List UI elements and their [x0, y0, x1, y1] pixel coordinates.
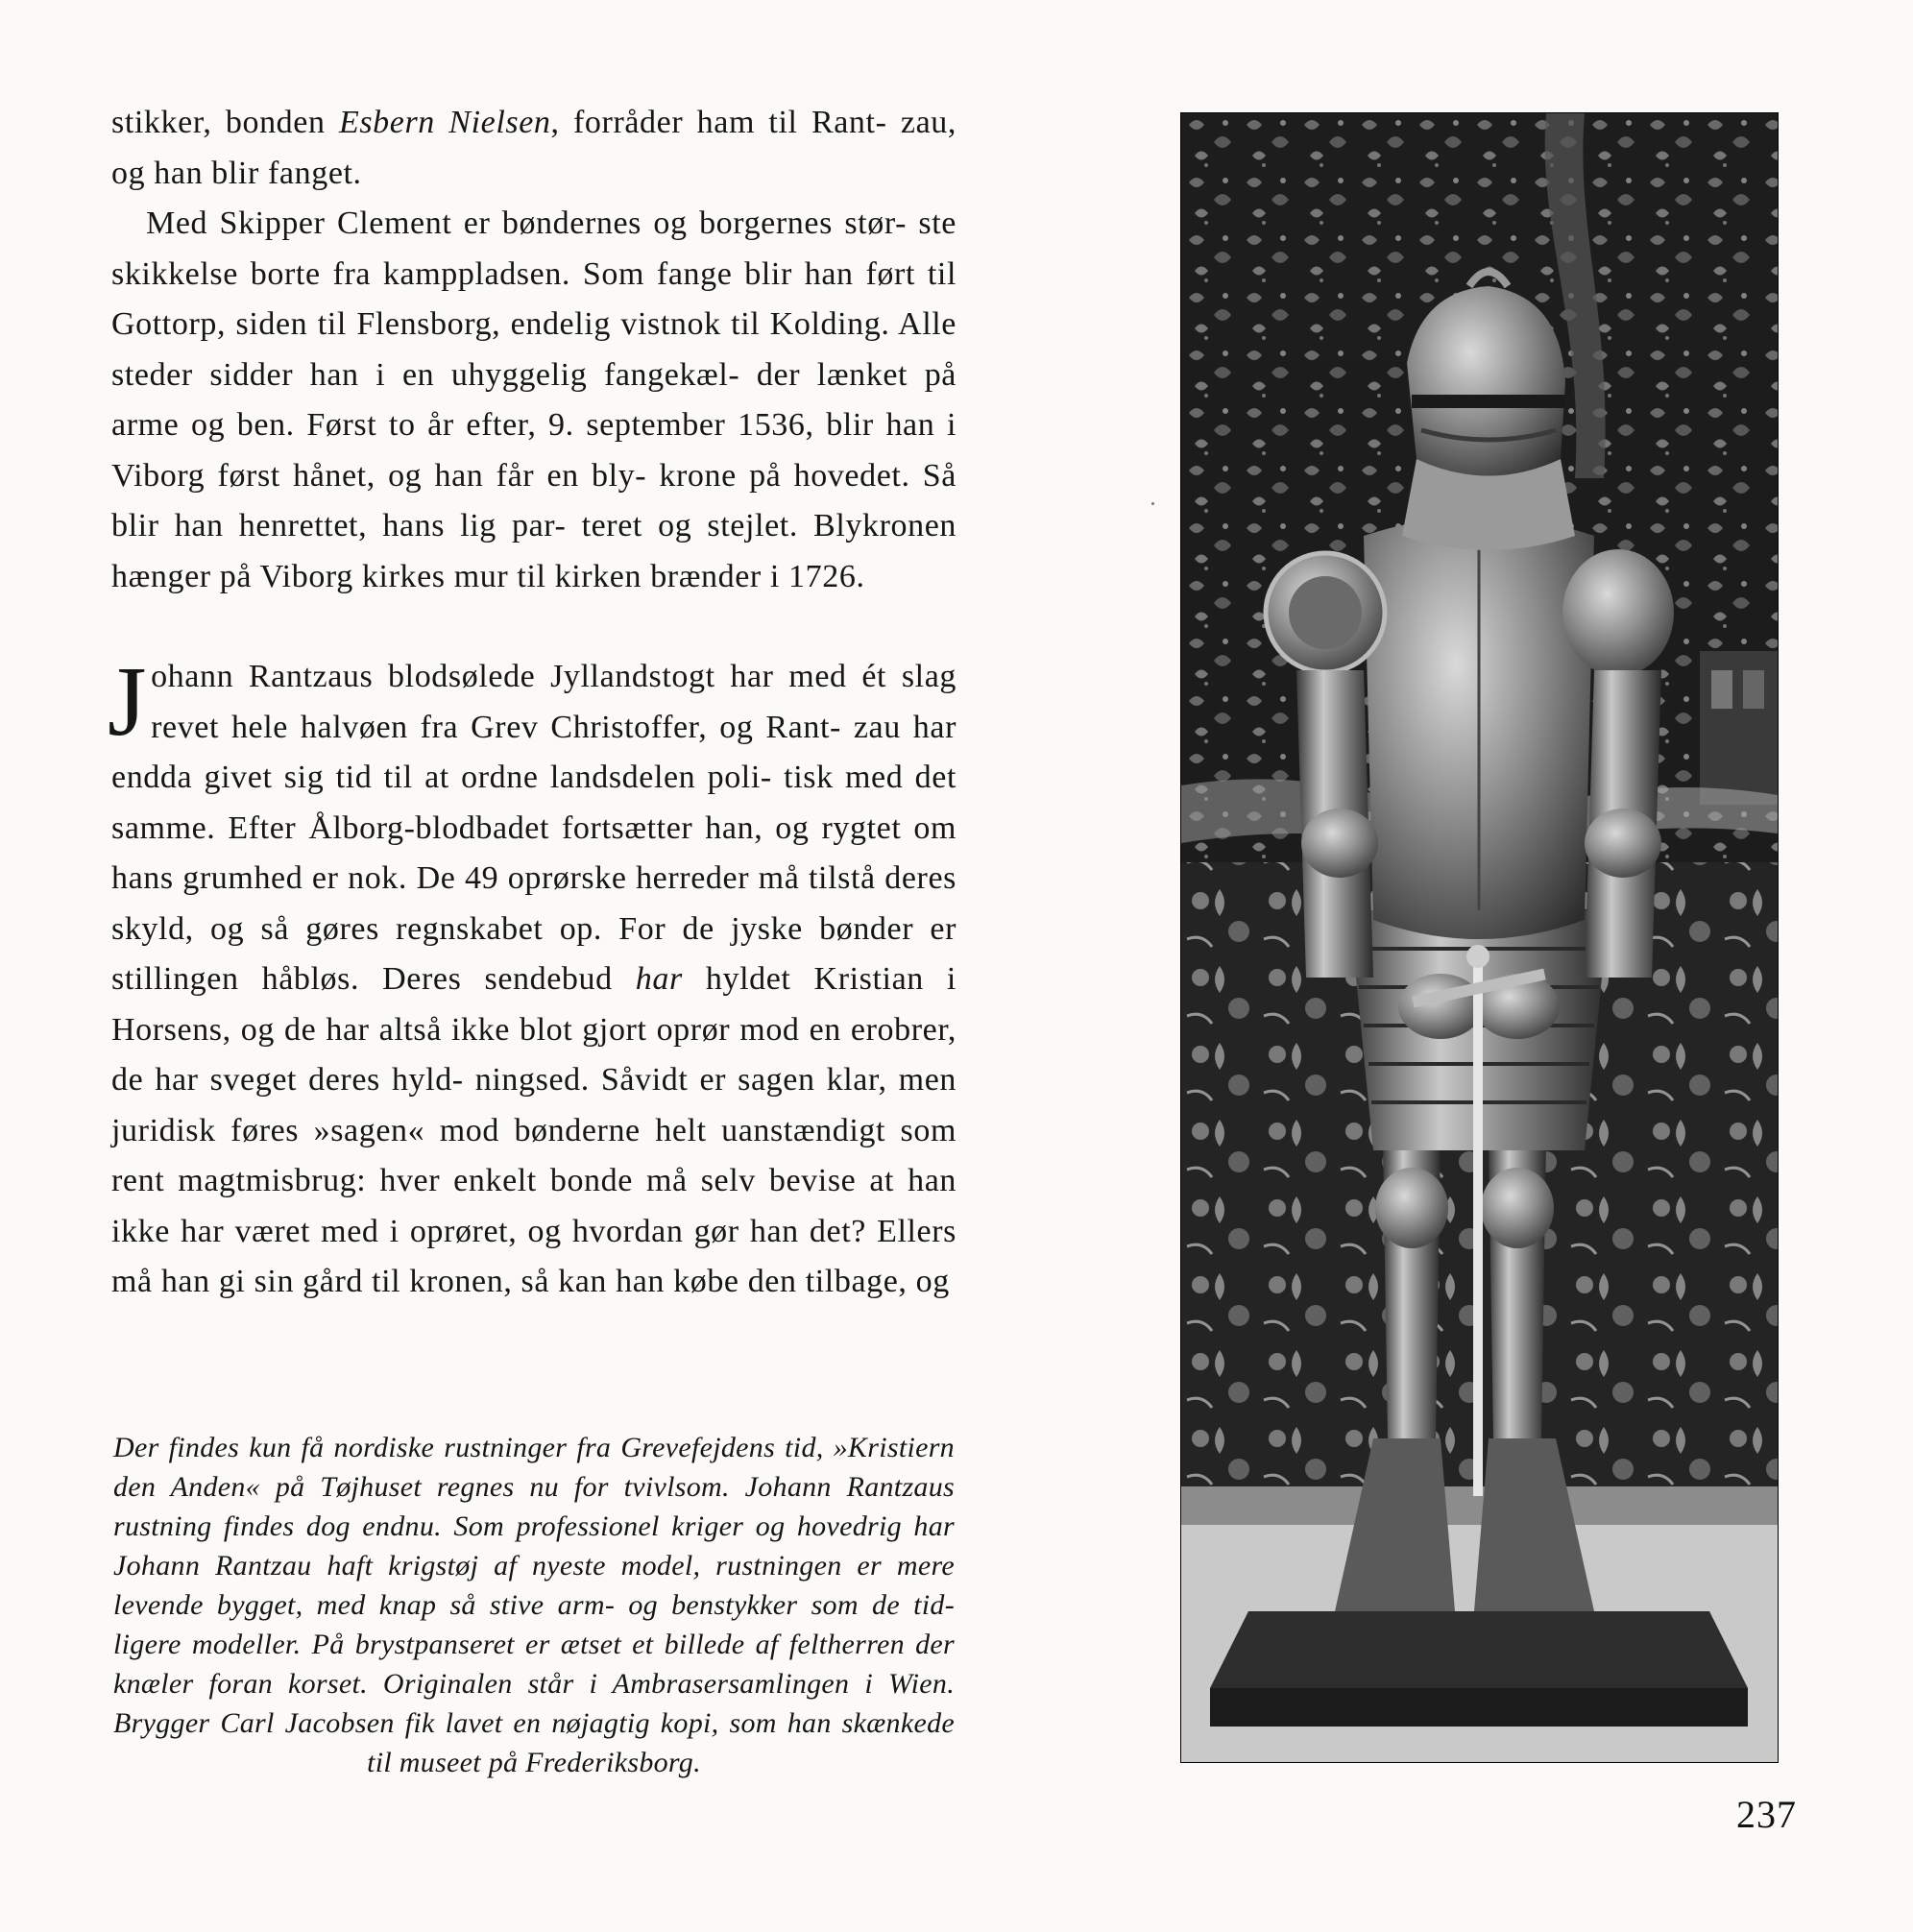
paragraph-1 — [111, 98, 956, 199]
paragraph-1-start: stikker, bonden — [111, 105, 339, 140]
paragraph-2: Med Skipper Clement er bøndernes og borgernes stør- ste skikkelse borte fra kamppladsen. Som fange blir han ført til Gottorp, siden til Flensborg, endelig vistnok til Kolding. Alle steder sidder han i en uhyggelig fangekæl- der lænket på arme og ben. Først to år efter, 9. september 1536, blir han i Viborg først hånet, og han får en bly- krone på hovedet. Så blir han henrettet, hans lig par- teret og stejlet. Blykronen hænger på Viborg kirkes mur til kirken brænder i 1726. — [111, 205, 956, 594]
paper-speck — [1151, 502, 1154, 505]
emphasis-har: har — [635, 961, 683, 997]
paragraph-3 — [108, 646, 956, 1308]
paragraph-1-end: , forråder ham til Rant- zau, og han blir fanget. — [111, 105, 956, 191]
paragraph-3-end: hyldet Kristian i Horsens, og de har altså ikke blot gjort oprør mod en erobrer, de har sveget deres hyld- ningsed. Såvidt er sagen klar, men juridisk føres »sagen« mod bønderne helt uanstændigt som rent magtmisbrug: hver enkelt bonde må selv bevise at han ikke har været med i oprøret, og hvordan gør han det? Ellers må han gi sin gård til kronen, så kan han købe den tilbage, og — [111, 961, 956, 1299]
section-break — [111, 602, 956, 652]
drop-cap: J — [108, 646, 148, 757]
page-number: 237 — [1736, 1793, 1797, 1836]
armour-photo — [1180, 112, 1779, 1763]
photo-caption: Der findes kun få nordiske rustninger fra Grevefejdens tid, »Kristiern den Anden« på Tøjhuset regnes nu for tvivlsom. Johann Rantzaus rustning findes dog endnu. Som professionel kriger og hovedrig har Johann Rantzau haft krigstøj af nyeste model, rustningen er mere levende bygget, med knap så stive arm- og benstykker som de tid- ligere modeller. På brystpanseret er ætset et billede af feltherren der knæler foran korset. Originalen står i Ambrasersamlingen i Wien. Brygger Carl Jacobsen fik lavet en nøjagtig kopi, som han skænkede til museet på Frederiksborg. — [113, 1432, 955, 1778]
name-esbern-nielsen: Esbern Nielsen — [338, 105, 551, 140]
paragraph-3-start: ohann Rantzaus blodsølede Jyllandstogt har med ét slag revet hele halvøen fra Grev Christoffer, og Rant- zau har endda givet sig tid til at ordne landsdelen poli- tisk med det samme. Efter Ålborg-blodbadet fortsætter han, og rygtet om hans grumhed er nok. De 49 oprørske herreder må tilstå deres skyld, og så gøres regnskabet op. For de jyske bønder er stillingen håbløs. Deres sendebud — [111, 659, 956, 997]
body-text — [108, 98, 956, 1308]
armour-illustration — [1181, 113, 1778, 1762]
